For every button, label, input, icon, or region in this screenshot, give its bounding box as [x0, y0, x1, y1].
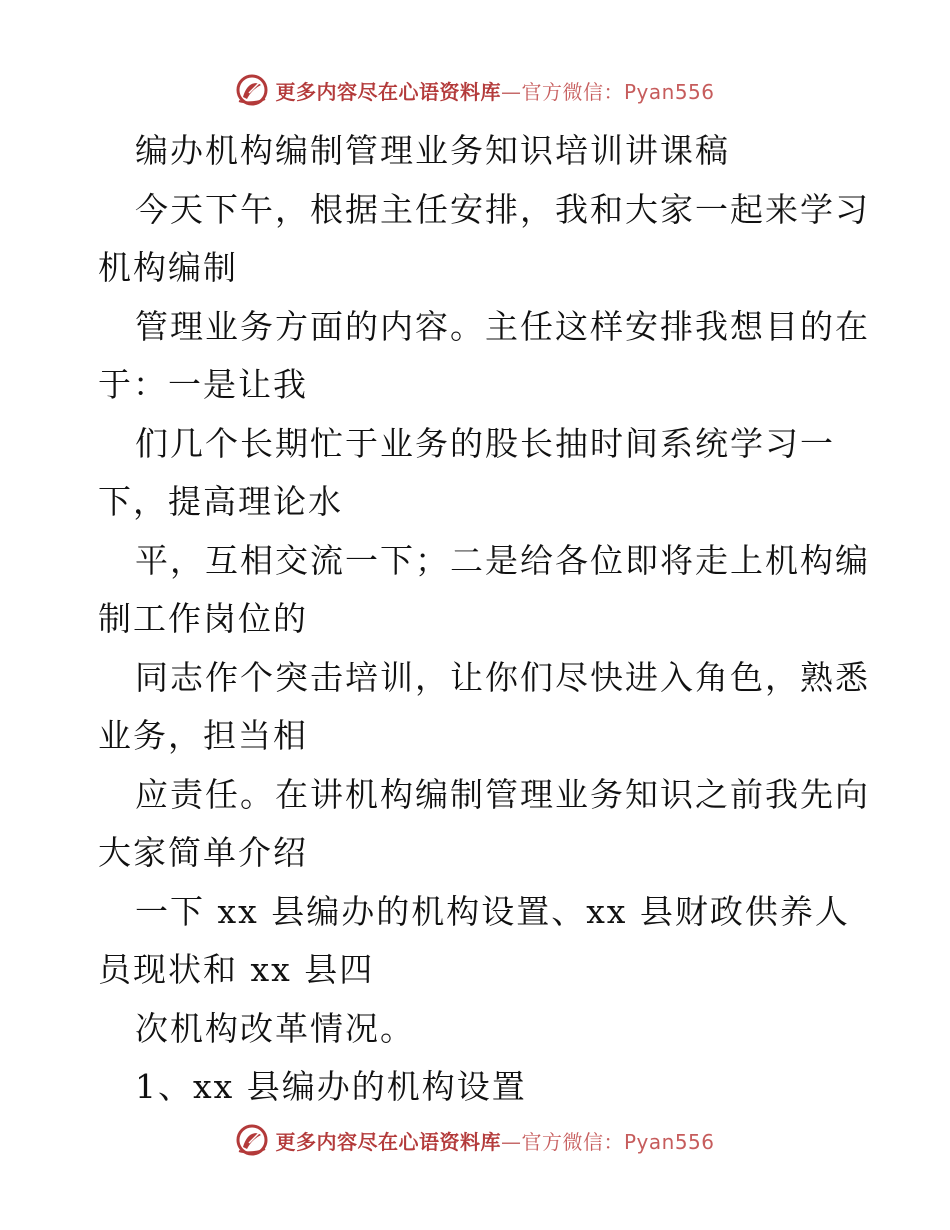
text-line: 同志作个突击培训，让你们尽快进入角色，熟悉 — [135, 657, 870, 697]
text-line: 机构编制 — [98, 248, 238, 287]
text-line: 制工作岗位的 — [98, 599, 308, 638]
text-line: 员现状和 xx 县四 — [98, 950, 375, 989]
signature-logo-icon — [235, 1123, 269, 1157]
text-line: 平，互相交流一下；二是给各位即将走上机构编 — [135, 540, 870, 580]
document-title: 编办机构编制管理业务知识培训讲课稿 — [135, 131, 730, 170]
watermark-wechat-id: Pyan556 — [623, 79, 715, 104]
text-line: 业务，担当相 — [98, 716, 308, 755]
watermark-header — [0, 70, 950, 110]
text-line: 一下 xx 县编办的机构设置、xx 县财政供养人 — [135, 891, 850, 931]
document-body — [98, 122, 870, 1117]
watermark-separator: — — [500, 1129, 522, 1154]
watermark-text — [275, 76, 714, 105]
watermark-text — [275, 1126, 714, 1155]
text-line: 今天下午，根据主任安排，我和大家一起来学习 — [135, 189, 870, 229]
watermark-main: 更多内容尽在心语资料库 — [275, 1129, 501, 1154]
text-line: 1、xx 县编办的机构设置 — [135, 1067, 527, 1106]
text-line: 应责任。在讲机构编制管理业务知识之前我先向 — [135, 774, 870, 814]
watermark-wechat-label: 官方微信： — [521, 79, 624, 104]
watermark-footer — [0, 1120, 950, 1160]
text-line: 们几个长期忙于业务的股长抽时间系统学习一 — [135, 423, 835, 463]
text-line: 管理业务方面的内容。主任这样安排我想目的在 — [135, 306, 870, 346]
text-line: 大家简单介绍 — [98, 833, 308, 872]
document-lines — [98, 181, 870, 1117]
watermark-separator: — — [500, 79, 522, 104]
text-line: 次机构改革情况。 — [135, 1008, 415, 1048]
watermark-wechat-id: Pyan556 — [623, 1129, 715, 1154]
watermark-wechat-label: 官方微信： — [521, 1129, 624, 1154]
text-line: 于：一是让我 — [98, 365, 308, 404]
signature-logo-icon — [235, 73, 269, 107]
text-line: 下，提高理论水 — [98, 482, 343, 521]
watermark-main: 更多内容尽在心语资料库 — [275, 79, 501, 104]
